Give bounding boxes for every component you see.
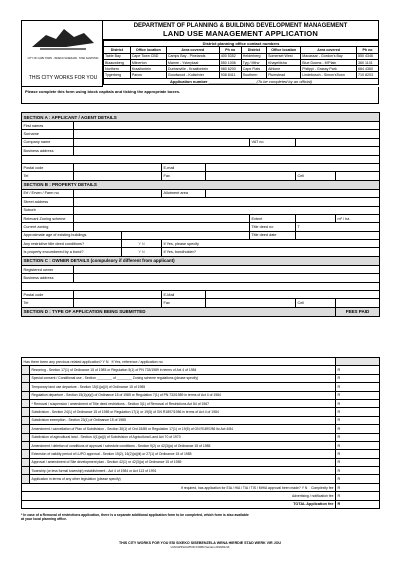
postal-code-field[interactable]	[74, 163, 162, 171]
office-cell: Cape Flats	[241, 66, 266, 72]
footer-version: LUM APPLICATION FORM Version 2010/01/10	[170, 545, 230, 549]
extent-label: Extent	[250, 214, 296, 222]
extent-field[interactable]	[296, 214, 336, 222]
offices-column-header: Ph no	[356, 47, 378, 53]
application-type-label: Township (or less formal township) establishment - Act 4 of 1984 or Act 113 of 1991	[30, 467, 336, 475]
application-type-checkbox[interactable]	[22, 408, 30, 416]
list-item[interactable]	[22, 391, 380, 399]
fee-cell[interactable]: R	[336, 374, 380, 382]
restrictive-yes-checkbox[interactable]	[122, 240, 162, 248]
application-number-label: Application number	[170, 78, 208, 84]
application-number-row	[104, 78, 379, 84]
form-title: LAND USE MANAGEMENT APPLICATION	[162, 29, 319, 38]
first-names-label: First names	[22, 122, 74, 130]
list-item[interactable]	[22, 383, 380, 391]
office-cell: Durbanville - Kraaifontein	[166, 66, 219, 72]
office-cell: Kraaifontein	[130, 66, 166, 72]
current-zoning-label: Current zoning	[22, 223, 74, 231]
department-name: DEPARTMENT OF PLANNING & BUILDING DEVELOPMENT MANAGEMENT	[133, 23, 348, 29]
title-deed-date-field[interactable]	[296, 231, 380, 239]
office-cell: Northern	[104, 66, 131, 72]
no-label: N	[141, 250, 145, 255]
tel-field[interactable]	[74, 172, 162, 180]
list-item[interactable]	[22, 450, 380, 458]
building-age-field[interactable]	[122, 231, 250, 239]
fee-cell[interactable]: R	[336, 408, 380, 416]
zoning-scheme-label: Relevant Zoning scheme	[22, 214, 74, 222]
yes-label: Y	[138, 250, 141, 255]
office-cell: Somerset West	[267, 53, 301, 59]
application-type-checkbox[interactable]	[22, 475, 30, 483]
list-item[interactable]	[22, 425, 380, 433]
application-type-checkbox[interactable]	[22, 433, 30, 441]
office-cell: Parow	[130, 72, 166, 78]
instructions-text: Please complete this form using block capitals and ticking the appropriate boxes.	[25, 89, 181, 94]
office-cell: 850 4346	[356, 53, 378, 59]
office-cell: 360 1101	[356, 59, 378, 65]
fees-paid-header: FEES PAID	[336, 307, 380, 316]
office-cell: 400 5352	[219, 53, 241, 59]
email-label: E-mail	[162, 163, 206, 171]
extent-units: m² / ha	[336, 214, 380, 222]
office-cell: Tygerberg	[104, 72, 131, 78]
suburb-label: Suburb	[22, 206, 74, 214]
if-yes-specify-label: If Yes, please specify	[163, 241, 199, 246]
application-type-checkbox[interactable]	[22, 458, 30, 466]
application-type-checkbox[interactable]	[22, 391, 30, 399]
application-type-checkbox[interactable]	[22, 425, 30, 433]
complexity-fee-cell[interactable]: R	[336, 483, 380, 491]
office-cell: Philippi - Grassy Park	[301, 66, 357, 72]
application-type-label: Temporary land use departure - Section 15(1)(a)(ii) of Ordinance 15 of 1985	[30, 383, 336, 391]
city-logo-panel	[21, 20, 103, 87]
office-cell: Cape Town CBD	[130, 53, 166, 59]
application-type-checkbox[interactable]	[22, 450, 30, 458]
title-deed-no-label: Title deed no	[250, 223, 296, 231]
offices-column-header: District	[241, 47, 266, 53]
application-types	[21, 357, 380, 509]
owner-cell-field[interactable]	[336, 299, 380, 307]
no-label: N	[141, 241, 145, 246]
zoning-scheme-field[interactable]	[74, 214, 250, 222]
business-address-field-2[interactable]	[22, 155, 380, 163]
office-cell: Blue Downs - M'Plain	[301, 59, 357, 65]
fee-cell[interactable]: R	[336, 383, 380, 391]
list-item[interactable]	[22, 366, 380, 374]
owner-address-field[interactable]	[74, 274, 380, 282]
office-cell: Macassar - Gordon's Bay	[301, 53, 357, 59]
owner-fax-field[interactable]	[206, 299, 296, 307]
office-cell: Mamre - Ysterplaat	[166, 59, 219, 65]
registered-owner-label: Registered owner	[22, 265, 74, 273]
owner-address-field-2[interactable]	[22, 282, 380, 290]
form-header	[21, 20, 379, 87]
application-type-checkbox[interactable]	[22, 416, 30, 424]
vat-no-field[interactable]	[296, 138, 380, 146]
yes-label: Y	[138, 241, 141, 246]
application-type-label: Approval / amendment of Site development plan - Section 42(1) or 42(3)(a) of Ordinance 15 of 1985	[30, 458, 336, 466]
application-type-label: Amendment / cancellation of Plan of Subdivision - Section 30(1) of Ord 15/85 or Regulation 17(1) or 19(5) of GN R1897/86 ito Act 4/84	[30, 425, 336, 433]
erf-label: Erf / Erven / Farm no	[22, 189, 74, 197]
office-cell: Tyg / Mfrw	[241, 59, 266, 65]
business-address-label: Business address	[22, 147, 74, 155]
special-consent-label: Special consent / Conditional use - Section	[31, 376, 96, 381]
bond-yes-checkbox[interactable]	[122, 248, 162, 256]
form-sections	[21, 112, 380, 317]
office-cell: 684 4360	[356, 66, 378, 72]
total-fee-label: TOTAL Application fee	[293, 502, 334, 507]
email-field[interactable]	[206, 163, 380, 171]
previous-application-row[interactable]: Has there been any previous related application? Y N If Yes, reference / application no	[22, 358, 336, 366]
tel-label: Tel	[22, 172, 74, 180]
office-cell: Lindebosch - Simon'sTown	[301, 72, 357, 78]
bondholder-field[interactable]	[162, 248, 380, 256]
fax-label: Fax	[162, 172, 206, 180]
offices-table	[103, 40, 379, 85]
street-address-field[interactable]	[74, 198, 380, 206]
street-address-label: Street address	[22, 198, 74, 206]
fee-cell[interactable]: R	[336, 433, 380, 441]
eia-row[interactable]: If required, has application for EIA / HIA / TIA / TIS / MHIA approval been made? Y N Complexity fee	[22, 483, 336, 491]
office-cell: Helderberg	[241, 53, 266, 59]
restrictive-conditions-label: Any restrictive title deed conditions?	[22, 240, 122, 248]
office-cell: 938 8411	[219, 72, 241, 78]
bondholder-label: If Yes, bondholder?	[163, 250, 197, 255]
owner-email-field[interactable]	[206, 291, 380, 299]
owner-tel-field[interactable]	[74, 299, 162, 307]
owner-postal-code-field[interactable]	[74, 291, 162, 299]
office-cell: 550 1006	[219, 59, 241, 65]
application-type-checkbox[interactable]	[22, 467, 30, 475]
surname-field[interactable]	[74, 130, 380, 138]
owner-address-label: Business address	[22, 274, 74, 282]
postal-code-label: Postal code	[22, 163, 74, 171]
company-name-label: Company name	[22, 138, 74, 146]
fee-cell	[336, 358, 380, 366]
office-cell: 980 6200	[219, 66, 241, 72]
advertising-fee-cell[interactable]: R	[336, 492, 380, 500]
vat-no-label: VAT no	[250, 138, 296, 146]
removal-note: * In case of a Removal of restrictions application, there is a separate additional application form to be completed, which form is also available at your local planning office.	[21, 513, 249, 522]
application-type-label: Subdivision - Section 24(1) of Ordinance 15 of 1985 or Regulation 17(1) or 19(5) of GN R1897/1986 in terms of Act 4 of 1984	[30, 408, 336, 416]
fee-cell[interactable]: R	[336, 391, 380, 399]
owner-fax-label: Fax	[162, 299, 206, 307]
office-cell: Athlone	[267, 66, 301, 72]
application-form	[21, 20, 379, 552]
application-type-label: Extension of validity period of LUPO approval - Section 15(2), 16(2)(a)(iii) or 27(1) of Ordinance 15 of 1985	[30, 450, 336, 458]
application-type-label: Rezoning - Section 17(1) of Ordinance 15 of 1985 or Regulation 5(1) of PN 733/1989 in terms of Act 4 of 1984	[30, 366, 336, 374]
company-name-field[interactable]	[74, 138, 250, 146]
list-item[interactable]	[22, 399, 380, 407]
page-footer	[21, 541, 379, 549]
list-item[interactable]	[22, 475, 380, 483]
list-item[interactable]	[22, 416, 380, 424]
advertising-fee-label: Advertising / notification fee	[292, 493, 334, 498]
erf-field[interactable]	[74, 189, 162, 197]
total-fee-row	[22, 500, 336, 508]
fee-cell[interactable]: R	[336, 458, 380, 466]
application-type-checkbox[interactable]	[22, 441, 30, 449]
cell-label: Cell	[296, 172, 336, 180]
list-item[interactable]	[22, 467, 380, 475]
business-address-field[interactable]	[74, 147, 380, 155]
owner-cell-label: Cell	[296, 299, 336, 307]
office-cell: 710 8203	[356, 72, 378, 78]
previous-reference-label: If Yes, reference / application no	[111, 359, 163, 364]
application-type-label: Special consent / Conditional use - Section ________ of ________ Zoning scheme regulations (please specify)	[30, 374, 336, 382]
eia-question-label: If required, has application for EIA / HIA / TIA / TIS / MHIA approval been made?	[180, 485, 301, 490]
offices-column-header: Ph no	[219, 47, 241, 53]
application-type-label: * Removal / suspension / amendment of Title deed restrictions - Section 3(1) of Removal of Restrictions Act 84 of 1967	[30, 399, 336, 407]
office-cell: Goodwood - Kuilsrivier	[166, 72, 219, 78]
application-type-label: Amendment / deletion of conditions of approval / schedule conditions - Section 9(2) or 42(3)(a) of Ordinance 15 of 1985	[30, 441, 336, 449]
footer-slogan: THIS CITY WORKS FOR YOU ESI SIXEKO SISEBENZELA WENA HIERDIE STAD WERK VIR JOU	[118, 541, 282, 545]
application-type-checkbox[interactable]	[22, 383, 30, 391]
fee-cell[interactable]: R	[336, 366, 380, 374]
offices-caption: District planning office contact numbers	[104, 41, 379, 47]
registered-owner-field[interactable]	[74, 265, 380, 273]
suburb-field[interactable]	[74, 206, 380, 214]
fee-cell[interactable]: R	[336, 475, 380, 483]
application-number-note: (To be completed by an official)	[256, 78, 312, 84]
office-cell: Plumstead	[267, 72, 301, 78]
allotment-label: Allotment area	[162, 189, 206, 197]
list-item[interactable]	[22, 374, 380, 382]
fee-cell[interactable]: R	[336, 425, 380, 433]
offices-column-header: Office location	[130, 47, 166, 53]
title-deed-date-label: Title deed date	[250, 231, 296, 239]
surname-label: Surname	[22, 130, 74, 138]
application-type-label: Subdivision exemption - Section 23(1) of Ordinance 15 of 1985	[30, 416, 336, 424]
section-d-header: SECTION D : TYPE OF APPLICATION BEING SUBMITTED	[22, 307, 336, 316]
bond-label: Is property encumbered by a bond?	[22, 248, 122, 256]
city-logo-icon	[26, 25, 100, 55]
restrictive-specify-field[interactable]	[162, 240, 380, 248]
owner-postal-code-label: Postal code	[22, 291, 74, 299]
instructions-box	[21, 87, 379, 104]
office-cell: Khayelitsha	[267, 59, 301, 65]
application-type-checkbox[interactable]	[22, 399, 30, 407]
section-c-header: SECTION C : OWNER DETAILS (compulsory if different from applicant)	[22, 256, 380, 265]
section-a-header: SECTION A : APPLICANT / AGENT DETAILS	[22, 113, 380, 122]
office-cell: Southern	[241, 72, 266, 78]
fee-cell[interactable]: R	[336, 416, 380, 424]
list-item[interactable]	[22, 441, 380, 449]
list-item[interactable]	[22, 458, 380, 466]
city-name-line: CITY OF CAPE TOWN · ISIXEKO SASEKAPA · STAD KAAPSTAD	[27, 57, 99, 60]
list-item[interactable]	[22, 433, 380, 441]
allotment-field[interactable]	[206, 189, 380, 197]
title-deed-prefix: T	[297, 224, 300, 229]
section-b-header: SECTION B : PROPERTY DETAILS	[22, 180, 380, 189]
offices-column-header: Area covered	[301, 47, 357, 53]
application-type-label: Subdivision of agricultural land - Section 4(1)(a)(i) of Subdivision of Agricultural Land Act 70 of 1970	[30, 433, 336, 441]
office-cell: Milnerton	[130, 59, 166, 65]
city-slogan: THIS CITY WORKS FOR YOU	[28, 75, 98, 81]
owner-email-label: E-Mail	[162, 291, 206, 299]
building-age-label: Approximate age of existing buildings	[22, 231, 122, 239]
fee-cell[interactable]: R	[336, 399, 380, 407]
fee-cell[interactable]: R	[336, 441, 380, 449]
offices-column-header: Office location	[267, 47, 301, 53]
offices-column-header: Area covered	[166, 47, 219, 53]
fee-cell[interactable]: R	[336, 467, 380, 475]
application-type-checkbox[interactable]	[22, 366, 30, 374]
total-fee-cell[interactable]: R	[336, 500, 380, 508]
cell-field[interactable]	[336, 172, 380, 180]
application-type-checkbox[interactable]	[22, 374, 30, 382]
application-number-field[interactable]: _____________________	[208, 78, 256, 84]
office-cell: Blaauwberg	[104, 59, 131, 65]
application-type-label: Application in terms of any other legislation (please specify)	[30, 475, 336, 483]
office-cell: Table Bay	[104, 53, 131, 59]
advertising-fee-row	[22, 492, 336, 500]
list-item[interactable]	[22, 408, 380, 416]
office-cell: Camps Bay - Pinelands	[166, 53, 219, 59]
zoning-regs-note: Zoning scheme regulations (please specify)	[132, 376, 199, 381]
complexity-fee-label: Complexity fee	[311, 485, 334, 490]
current-zoning-field[interactable]	[74, 223, 250, 231]
title-deed-no-field[interactable]	[296, 223, 380, 231]
owner-tel-label: Tel	[22, 299, 74, 307]
form-title-block	[103, 20, 379, 40]
previous-application-label: Has there been any previous related application?	[23, 359, 102, 364]
fax-field[interactable]	[206, 172, 296, 180]
of-label: of	[112, 376, 116, 381]
fee-cell[interactable]: R	[336, 450, 380, 458]
first-names-field[interactable]	[74, 122, 380, 130]
offices-column-header: District	[104, 47, 131, 53]
application-type-label: Regulation departure - Section 15(1)(a)(i) of Ordinance 15 of 1985 or Regulation 7(1) of PN 733/1989 in terms of Act 4 of 1984	[30, 391, 336, 399]
